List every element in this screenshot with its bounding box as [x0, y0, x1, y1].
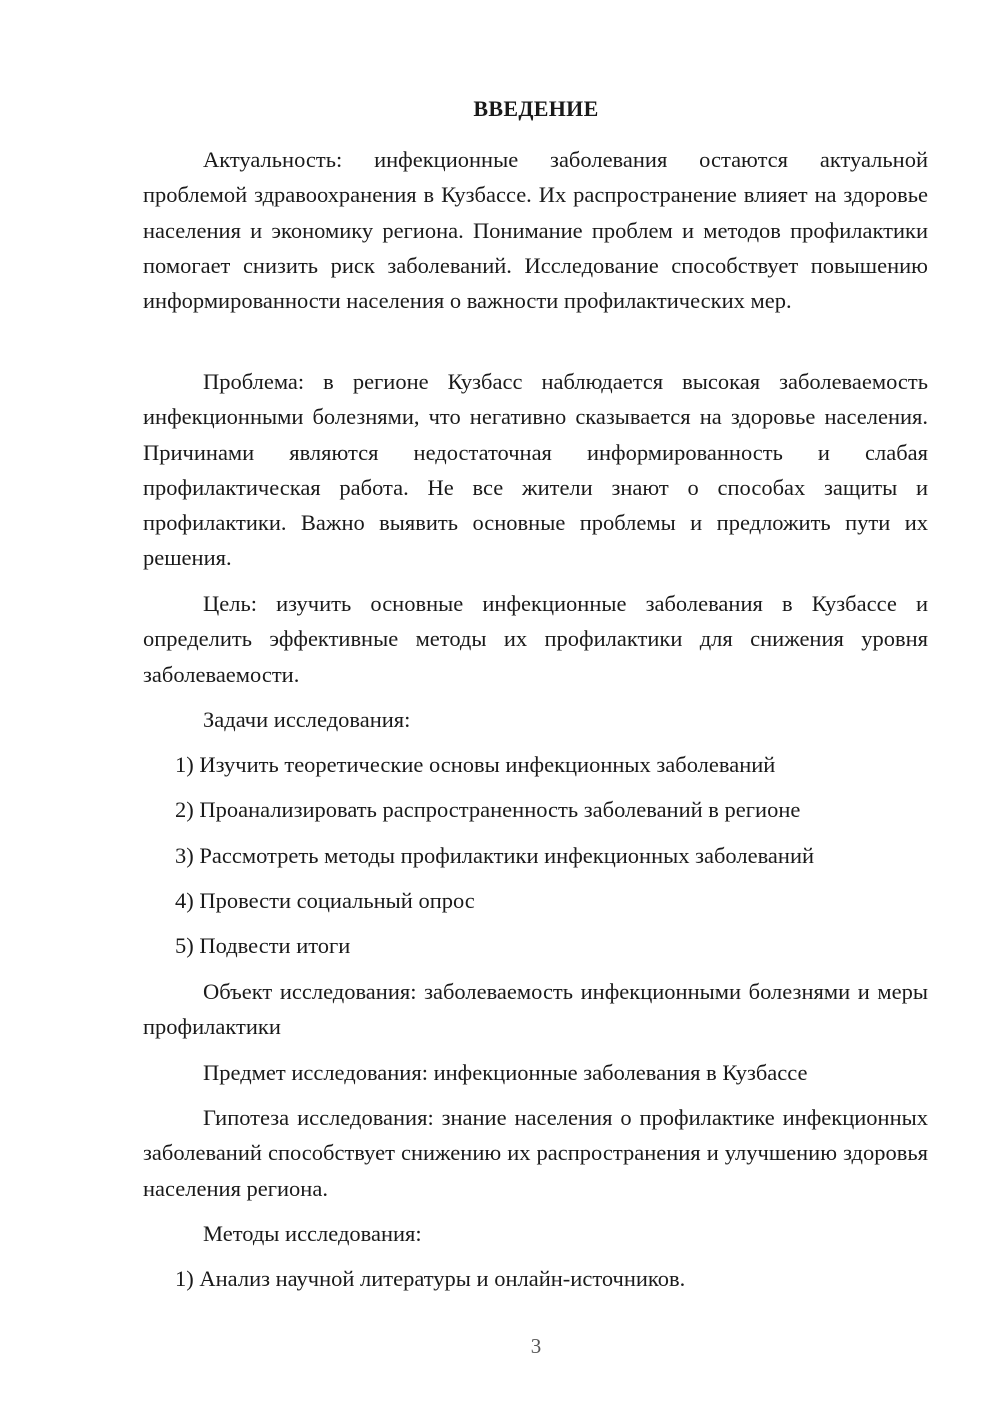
method-item: 1) Анализ научной литературы и онлайн-источников. [175, 1266, 686, 1291]
object-paragraph: Объект исследования: заболеваемость инфекционными болезнями и меры профилактики [143, 979, 928, 1040]
page-number: 3 [530, 1334, 542, 1358]
task-item: 2) Проанализировать распространенность заболеваний в регионе [175, 797, 801, 822]
relevance-paragraph: Актуальность: инфекционные заболевания остаются актуальной проблемой здравоохранения в Кузбассе. Их распространение влияет на здоровье населения и экономику региона. Понимание проблем и методов профилактики помогает снизить риск заболеваний. Исследование способствует повышению информированности населения о важности профилактических мер. [143, 147, 928, 314]
task-item: 1) Изучить теоретические основы инфекционных заболеваний [175, 752, 776, 777]
problem-paragraph: Проблема: в регионе Кузбасс наблюдается высокая заболеваемость инфекционными болезнями, что негативно сказывается на здоровье населения. Причинами являются недостаточная информированность и слабая профилактическая работа. Не все жители знают о способах защиты и профилактики. Важно выявить основные проблемы и предложить пути их решения. [143, 369, 928, 571]
task-item: 3) Рассмотреть методы профилактики инфекционных заболеваний [175, 843, 815, 868]
methods-heading: Методы исследования: [203, 1221, 422, 1246]
section-title: ВВЕДЕНИЕ [473, 96, 599, 121]
goal-paragraph: Цель: изучить основные инфекционные заболевания в Кузбассе и определить эффективные методы их профилактики для снижения уровня заболеваемости. [143, 591, 928, 687]
hypothesis-paragraph: Гипотеза исследования: знание населения о профилактике инфекционных заболеваний способствует снижению их распространения и улучшению здоровья населения региона. [143, 1105, 928, 1201]
task-item: 4) Провести социальный опрос [175, 888, 475, 913]
tasks-heading: Задачи исследования: [203, 707, 411, 732]
task-item: 5) Подвести итоги [175, 933, 351, 958]
subject-paragraph: Предмет исследования: инфекционные заболевания в Кузбассе [203, 1060, 808, 1085]
